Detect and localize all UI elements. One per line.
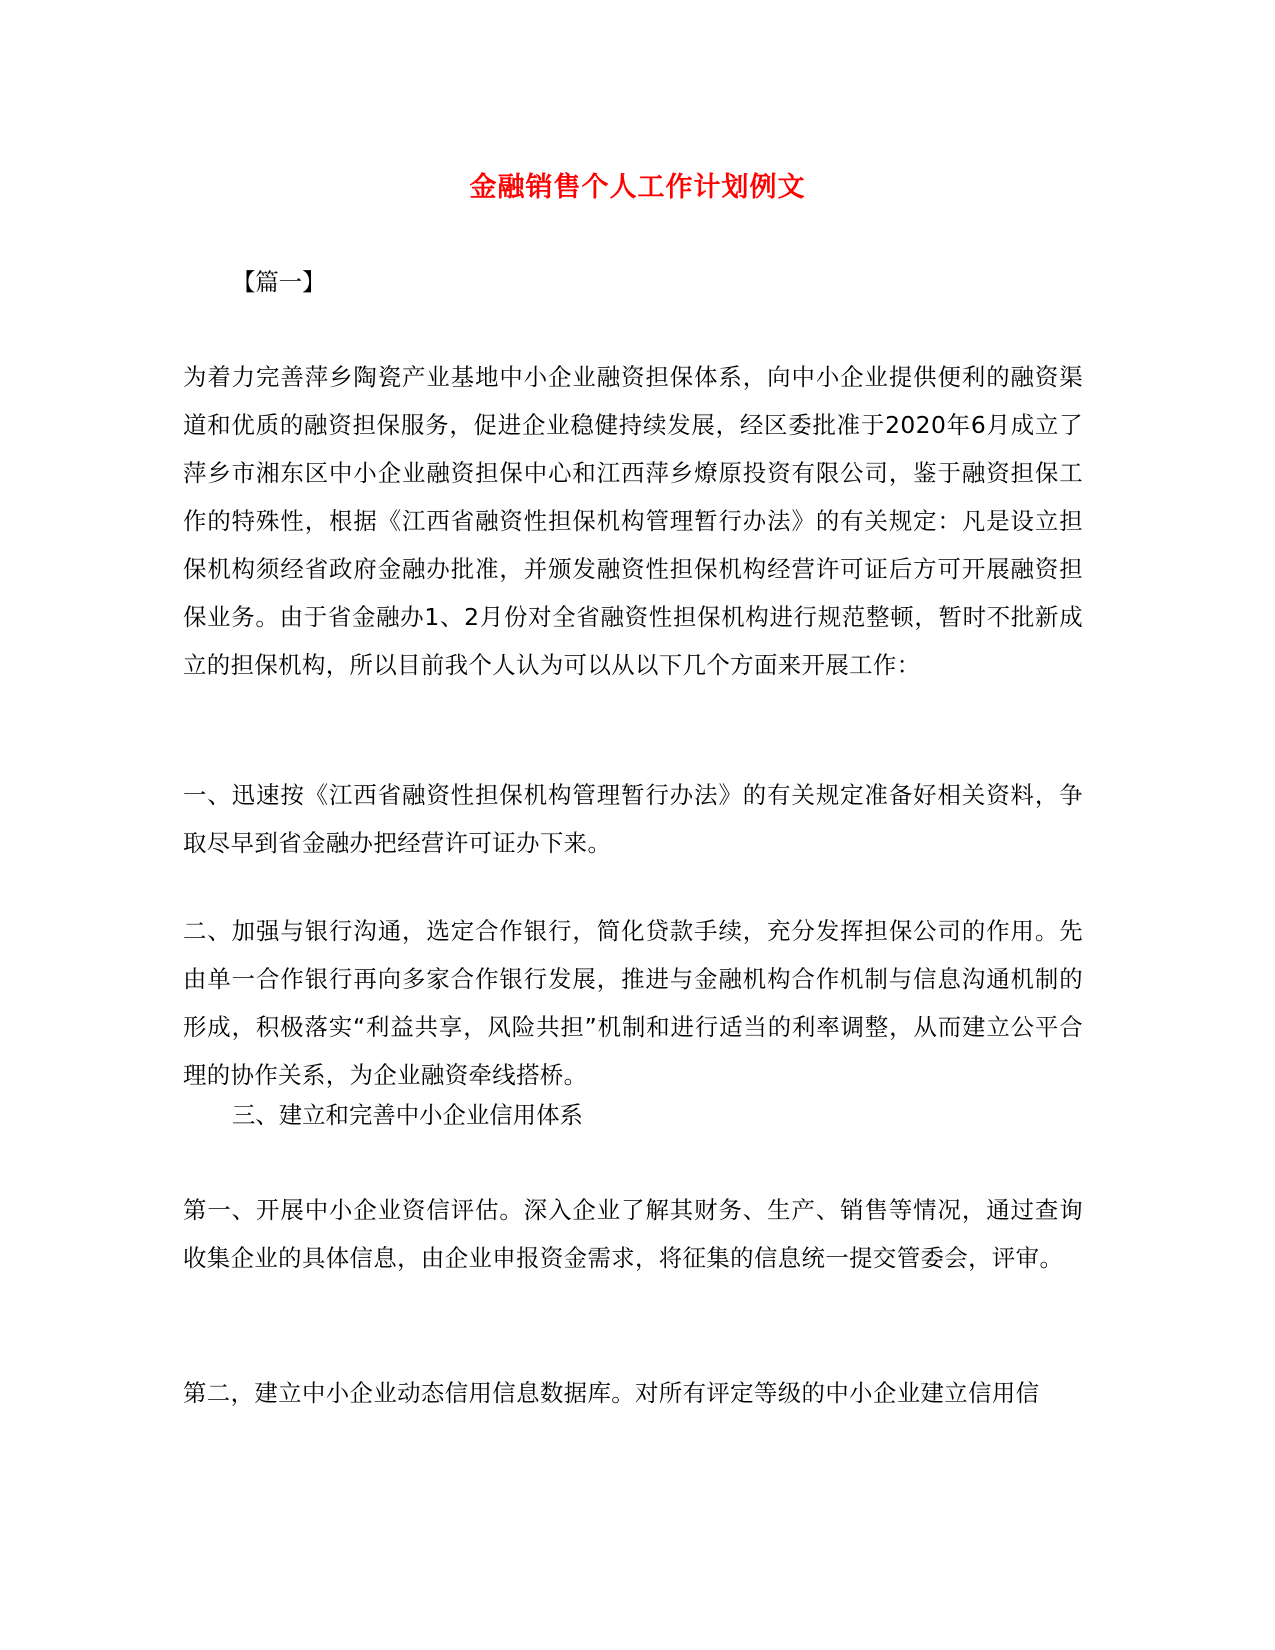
section-heading-3: 三、建立和完善中小企业信用体系: [232, 1101, 583, 1129]
paragraph-item-1: 一、迅速按《江西省融资性担保机构管理暂行办法》的有关规定准备好相关资料，争取尽早到省金融办把经营许可证办下来。: [183, 781, 1083, 857]
document-title: 金融销售个人工作计划例文: [469, 172, 806, 203]
paragraph-item-2: 二、加强与银行沟通，选定合作银行，简化贷款手续，充分发挥担保公司的作用。先由单一合作银行再向多家合作银行发展，推进与金融机构合作机制与信息沟通机制的形成，积极落实“利益共享，风险共担”机制和进行适当的利率调整，从而建立公平合理的协作关系，为企业融资牵线搭桥。: [183, 917, 1083, 1089]
paragraph-second: 第二，建立中小企业动态信用信息数据库。对所有评定等级的中小企业建立信用信: [183, 1379, 1040, 1407]
part-label: 【篇一】: [232, 268, 326, 296]
paragraph-intro: 为着力完善萍乡陶瓷产业基地中小企业融资担保体系，向中小企业提供便利的融资渠道和优质的融资担保服务，促进企业稳健持续发展，经区委批准于2020年6月成立了萍乡市湘东区中小企业融资担保中心和江西萍乡燎原投资有限公司，鉴于融资担保工作的特殊性，根据《江西省融资性担保机构管理暂行办法》的有关规定：凡是设立担保机构须经省政府金融办批准，并颁发融资性担保机构经营许可证后方可开展融资担保业务。由于省金融办1、2月份对全省融资性担保机构进行规范整顿，暂时不批新成立的担保机构，所以目前我个人认为可以从以下几个方面来开展工作：: [183, 363, 1083, 679]
paragraph-first: 第一、开展中小企业资信评估。深入企业了解其财务、生产、销售等情况，通过查询收集企业的具体信息，由企业申报资金需求，将征集的信息统一提交管委会，评审。: [183, 1196, 1083, 1272]
